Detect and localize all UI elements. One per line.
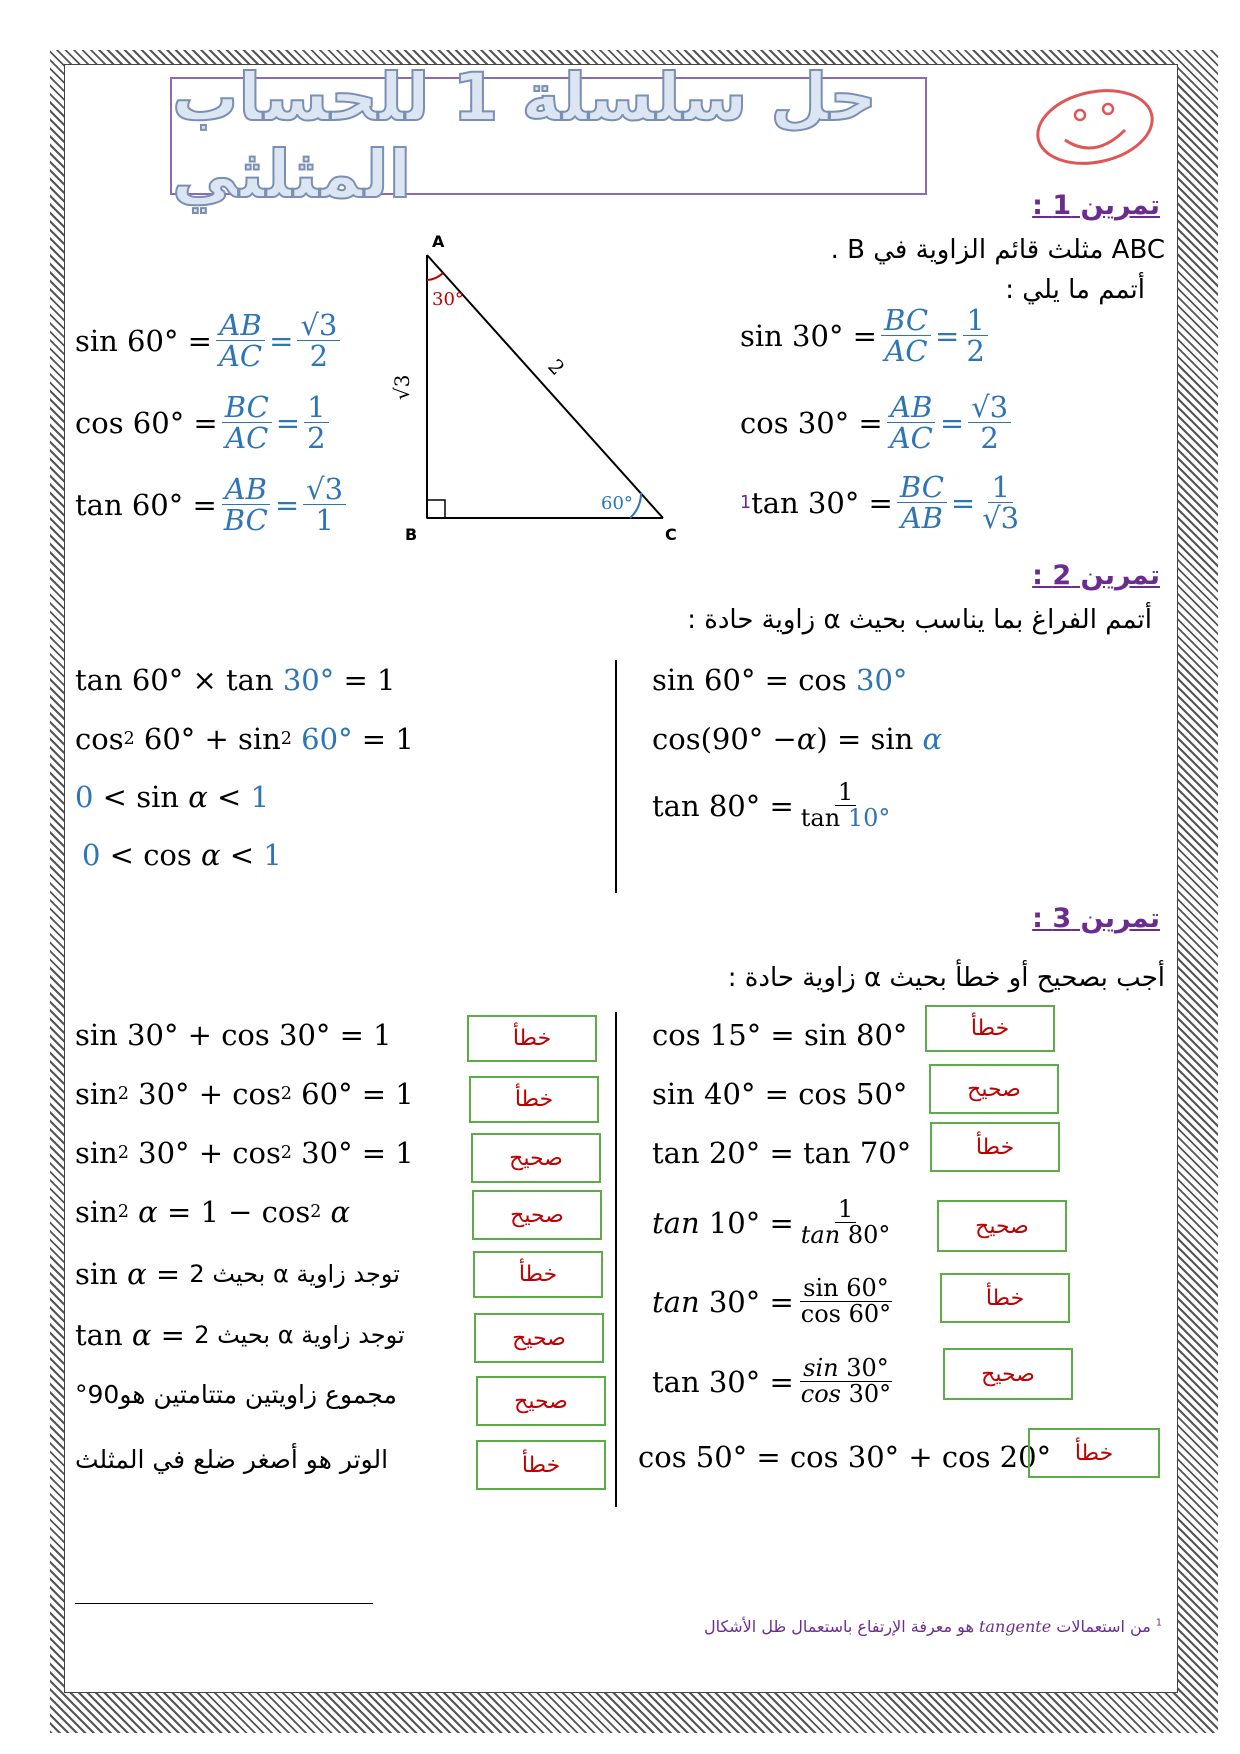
- ex3-right-answer-5: خطأ: [940, 1273, 1070, 1323]
- ex3-left-eq-2: sin 2 30° + cos 2 60° = 1: [75, 1077, 414, 1111]
- ex3-right-eq-2: sin 40° = cos 50°: [652, 1077, 908, 1111]
- ex3-left-answer-3: صحيح: [471, 1133, 601, 1183]
- vertex-a-label: A: [432, 232, 445, 251]
- footnote-suffix: هو معرفة الإرتفاع باستعمال ظل الأشكال: [703, 1617, 974, 1636]
- ex2-heading: تمرين 2 :: [1032, 560, 1160, 591]
- ex3-left-eq-4: sin 2 α = 1 − cos 2 α: [75, 1195, 351, 1229]
- ex2-eq-4: 0 < cos α < 1: [82, 838, 282, 872]
- ex2-eq-5: sin 60° = cos 30°: [652, 663, 908, 697]
- vertex-c-label: C: [665, 525, 677, 544]
- ex2-eq-1: tan 60° × tan 30° = 1: [75, 663, 396, 697]
- ex3-right-eq-6: tan 30° = $\frac{\sin 30^\circ}{\cos 30^\circ}$: [652, 1354, 892, 1409]
- ex3-right-answer-3: خطأ: [930, 1122, 1060, 1172]
- ex3-right-answer-4: صحيح: [937, 1200, 1067, 1252]
- smiley-icon: [1030, 85, 1160, 170]
- ex3-right-answer-2: صحيح: [929, 1064, 1059, 1114]
- ex3-instruction: أجب بصحيح أو خطأ بحيث α زاوية حادة :: [727, 963, 1165, 993]
- title-box: [170, 59, 927, 213]
- side-ac-label: 2: [543, 354, 570, 380]
- ex3-right-answer-1: خطأ: [925, 1005, 1055, 1052]
- ex2-eq-7: tan 80° = $\frac{1}{\tan 10^\circ}$: [652, 778, 891, 833]
- ex3-left-answer-4: صحيح: [472, 1190, 602, 1240]
- ex3-left-eq-6: tan α = توجد زاوية α بحيث 2: [75, 1318, 405, 1352]
- ex1-line1: ABC مثلث قائم الزاوية في B .: [830, 235, 1165, 265]
- ex3-divider: [615, 1012, 617, 1507]
- ex3-left-answer-6: صحيح: [474, 1313, 604, 1363]
- ex3-left-answer-7: صحيح: [476, 1376, 606, 1426]
- footnote-ref: 1: [740, 492, 752, 513]
- angle-c-label: 60°: [601, 493, 633, 514]
- page-title: حل سلسلة 1 للحساب المثلثي: [172, 59, 877, 213]
- ex3-right-eq-4: tan 10° = $\frac{1}{\tan 80^\circ}$: [652, 1195, 891, 1250]
- vertex-b-label: B: [405, 525, 418, 544]
- ex3-right-eq-7: cos 50° = cos 30° + cos 20°: [638, 1440, 1052, 1474]
- eq-sin60: sin 60° = $\frac{AB}{AC}$ = $\frac{√3}{2}$: [75, 310, 344, 372]
- ex3-right-answer-6: صحيح: [943, 1348, 1073, 1400]
- footnote-marker: 1: [1155, 1617, 1162, 1629]
- footnote-word: tangente: [978, 1617, 1052, 1636]
- ex2-eq-3: 0 < sin α < 1: [75, 780, 270, 814]
- ex3-left-answer-1: خطأ: [467, 1015, 597, 1062]
- triangle-diagram: [390, 225, 695, 545]
- ex1-line2: أتمم ما يلي :: [1005, 275, 1145, 305]
- ex2-eq-6: cos(90° − α ) = sin α: [652, 722, 943, 756]
- eq-cos60: cos 60° = $\frac{BC}{AC}$ = $\frac{1}{2}$: [75, 392, 333, 454]
- ex3-left-text-8: الوتر هو أصغر ضلع في المثلث: [75, 1445, 389, 1474]
- ex3-left-answer-2: خطأ: [469, 1076, 599, 1123]
- footnote-prefix: من استعمالات: [1056, 1617, 1151, 1636]
- ex2-divider: [615, 660, 617, 893]
- ex3-right-eq-1: cos 15° = sin 80°: [652, 1018, 908, 1052]
- ex3-right-eq-5: tan 30° = $\frac{\sin 60^\circ}{\cos 60^\circ}$: [652, 1274, 892, 1329]
- ex3-right-eq-3: tan 20° = tan 70°: [652, 1136, 912, 1170]
- ex3-left-text-6: توجد زاوية α بحيث 2: [194, 1321, 405, 1349]
- ex3-left-eq-5: sin α = توجد زاوية α بحيث 2: [75, 1257, 400, 1291]
- ex3-left-answer-8: خطأ: [476, 1440, 606, 1490]
- ex2-eq-2: cos 2 60° + sin 2 60° = 1: [75, 722, 414, 756]
- eq-tan60: tan 60° = $\frac{AB}{BC}$ = $\frac{√3}{1}$: [75, 474, 350, 536]
- ex3-left-eq-3: sin 2 30° + cos 2 30° = 1: [75, 1136, 414, 1170]
- eq-cos30: cos 30° = $\frac{AB}{AC}$ = $\frac{√3}{2}$: [740, 392, 1015, 454]
- ex3-right-answer-7: خطأ: [1028, 1428, 1160, 1478]
- ex3-left-text-7: مجموع زاويتين متتامتين هو90°: [75, 1380, 397, 1409]
- angle-a-label: 30°: [432, 289, 464, 310]
- side-ab-label: √3: [390, 374, 414, 400]
- ex3-heading: تمرين 3 :: [1032, 903, 1160, 934]
- footnote-rule: [75, 1603, 373, 1604]
- ex3-left-answer-5: خطأ: [473, 1251, 603, 1298]
- footnote: [704, 1617, 1162, 1636]
- ex2-instruction: أتمم الفراغ بما يناسب بحيث α زاوية حادة :: [687, 605, 1152, 635]
- eq-tan30: 1 tan 30° = $\frac{BC}{AB}$ = $\frac{1}{√3}$: [740, 470, 1020, 536]
- ex3-left-eq-1: sin 30° + cos 30° = 1: [75, 1018, 392, 1052]
- ex1-heading: تمرين 1 :: [1032, 190, 1160, 221]
- eq-sin30: sin 30° = $\frac{BC}{AC}$ = $\frac{1}{2}$: [740, 305, 992, 367]
- ex3-left-text-5: توجد زاوية α بحيث 2: [189, 1260, 400, 1288]
